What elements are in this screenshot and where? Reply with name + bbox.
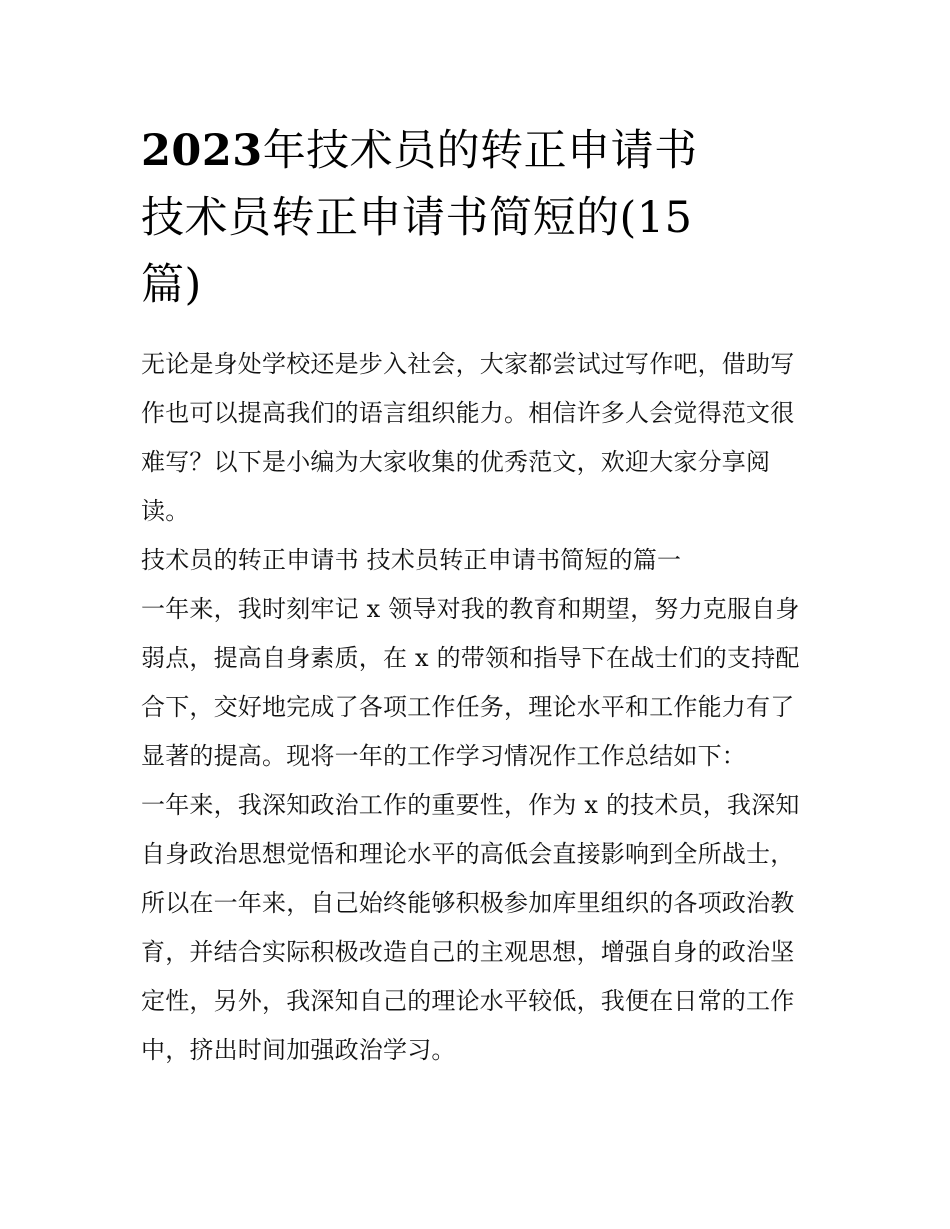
text-line: 合下，交好地完成了各项工作任务，理论水平和工作能力有了	[141, 693, 795, 721]
title-line	[141, 118, 813, 185]
document-title	[141, 118, 813, 319]
text-line: 定性，另外，我深知自己的理论水平较低，我便在日常的工作	[141, 987, 795, 1015]
title-text: 年技术员的转正申请书	[262, 126, 698, 176]
body-paragraph	[141, 585, 813, 781]
document-page	[141, 118, 813, 1075]
section-heading	[141, 536, 813, 585]
body-paragraph	[141, 781, 813, 1075]
text-line: 一年来，我时刻牢记 x 领导对我的教育和期望，努力克服自身	[141, 595, 800, 623]
text-line: 育，并结合实际积极改造自己的主观思想，增强自身的政治坚	[141, 938, 795, 966]
text-line: 自身政治思想觉悟和理论水平的高低会直接影响到全所战士，	[141, 840, 795, 868]
document-body	[141, 340, 813, 1075]
text-line: 难写？以下是小编为大家收集的优秀范文，欢迎大家分享阅	[141, 448, 771, 476]
text-line: 显著的提高。现将一年的工作学习情况作工作总结如下：	[141, 742, 746, 770]
intro-paragraph	[141, 340, 813, 536]
text-line: 作也可以提高我们的语言组织能力。相信许多人会觉得范文很	[141, 399, 795, 427]
text-line: 无论是身处学校还是步入社会，大家都尝试过写作吧，借助写	[141, 350, 795, 378]
text-line: 技术员的转正申请书 技术员转正申请书简短的篇一	[141, 546, 682, 574]
text-line: 一年来，我深知政治工作的重要性，作为 x 的技术员，我深知	[141, 791, 800, 819]
title-line: 技术员转正申请书简短的(15	[141, 193, 693, 243]
text-line: 中，挤出时间加强政治学习。	[141, 1036, 456, 1064]
title-year: 2023	[141, 126, 263, 176]
text-line: 所以在一年来，自己始终能够积极参加库里组织的各项政治教	[141, 889, 795, 917]
text-line: 读。	[141, 497, 190, 525]
text-line: 弱点，提高自身素质，在 x 的带领和指导下在战士们的支持配	[141, 644, 800, 672]
title-line: 篇)	[141, 260, 202, 310]
